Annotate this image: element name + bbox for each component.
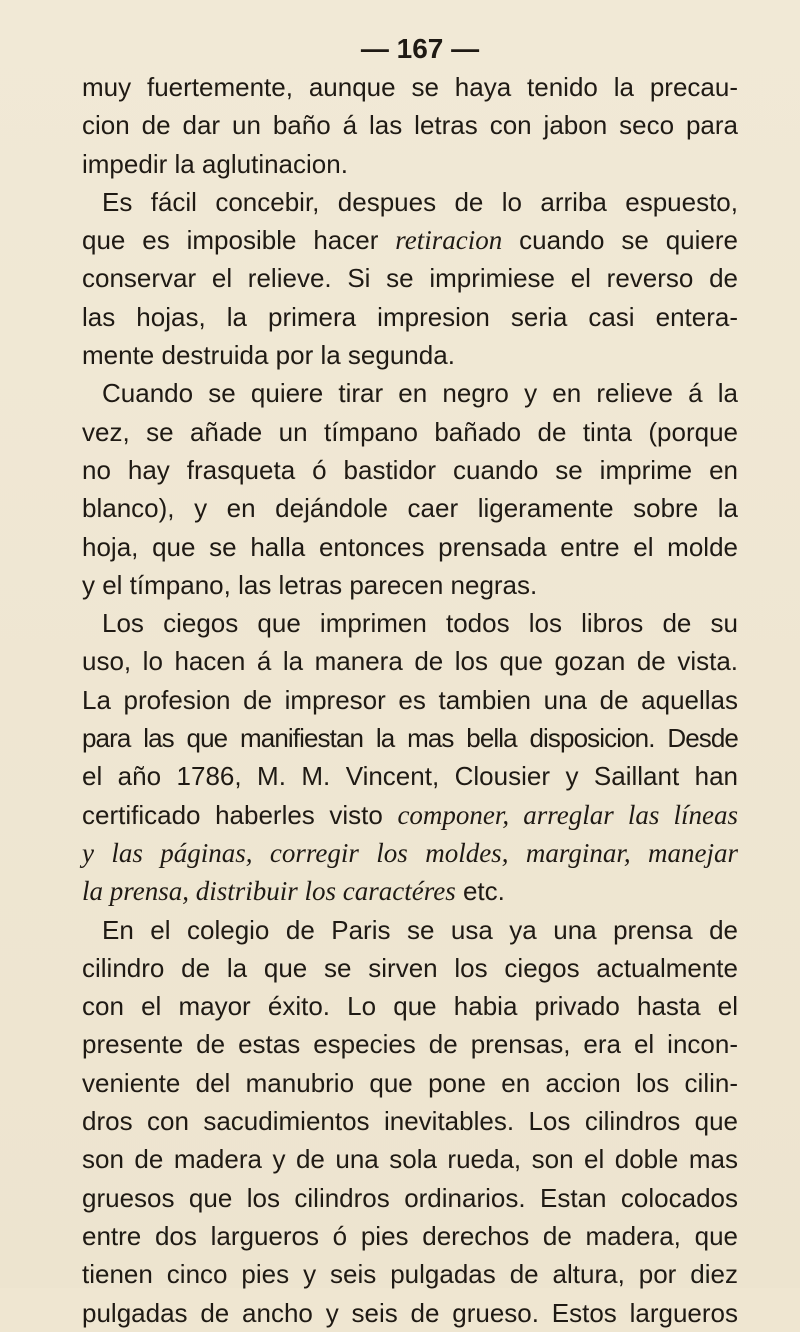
text-line: blanco), y en dejándole caer ligeramente sobre la bbox=[82, 493, 738, 524]
text-line: Cuando se quiere tirar en negro y en relieve á la bbox=[102, 378, 738, 409]
text-line: cion de dar un baño á las letras con jabon seco para bbox=[82, 110, 738, 141]
text-line: En el colegio de Paris se usa ya una prensa de bbox=[102, 914, 738, 945]
text-line: Los ciegos que imprimen todos los libros de su bbox=[102, 608, 738, 639]
italic-run: componer, arreglar las líneas bbox=[397, 799, 738, 830]
text-line: el año 1786, M. M. Vincent, Clousier y Saillant han bbox=[82, 761, 738, 792]
text-line: las hojas, la primera impresion seria casi entera- bbox=[82, 301, 738, 332]
text-line: pulgadas de ancho y seis de grueso. Estos largueros bbox=[82, 1297, 738, 1328]
text-line: gruesos que los cilindros ordinarios. Estan colocados bbox=[82, 1182, 738, 1213]
body-text bbox=[82, 68, 738, 1332]
italic-run: la prensa, distribuir los caractéres bbox=[82, 876, 456, 907]
italic-run: retiracion bbox=[395, 225, 503, 256]
text-line: veniente del manubrio que pone en accion los cilin- bbox=[82, 1067, 738, 1098]
italic-run: y las páginas, corregir los moldes, marginar, manejar bbox=[82, 837, 738, 868]
text-line: mente destruida por la segunda. bbox=[82, 340, 455, 371]
page-number: — 167 — bbox=[360, 33, 480, 64]
text-line bbox=[82, 796, 738, 834]
text-line: muy fuertemente, aunque se haya tenido la precau- bbox=[82, 72, 738, 102]
text-line: presente de estas especies de prensas, era el incon- bbox=[82, 1029, 738, 1060]
text-line bbox=[82, 221, 738, 259]
text-run: que es imposible hacer bbox=[82, 225, 396, 256]
text-line: no hay frasqueta ó bastidor cuando se imprime en bbox=[82, 454, 738, 485]
text-run: etc. bbox=[455, 876, 505, 907]
text-line: y el tímpano, las letras parecen negras. bbox=[82, 569, 538, 600]
text-line bbox=[82, 834, 738, 872]
text-line: para las que manifiestan la mas bella disposicion. Desde bbox=[82, 723, 738, 754]
text-line: cilindro de la que se sirven los ciegos actualmente bbox=[82, 952, 738, 983]
text-line: son de madera y de una sola rueda, son el doble mas bbox=[82, 1144, 738, 1175]
text-run: cuando se quiere bbox=[502, 225, 738, 256]
text-line: entre dos largueros ó pies derechos de madera, que bbox=[82, 1220, 738, 1251]
text-line: Es fácil concebir, despues de lo arriba espuesto, bbox=[102, 186, 738, 217]
text-line: vez, se añade un tímpano bañado de tinta (porque bbox=[82, 416, 738, 447]
text-line: conservar el relieve. Si se imprimiese el reverso de bbox=[82, 263, 738, 294]
text-line: impedir la aglutinacion. bbox=[82, 148, 348, 179]
text-run: certificado haberles visto bbox=[82, 799, 398, 830]
text-line: dros con sacudimientos inevitables. Los cilindros que bbox=[82, 1106, 738, 1137]
text-line: hoja, que se halla entonces prensada entre el molde bbox=[82, 531, 738, 562]
text-line: con el mayor éxito. Lo que habia privado hasta el bbox=[82, 991, 738, 1022]
text-line: uso, lo hacen á la manera de los que gozan de vista. bbox=[82, 646, 738, 677]
text-line: La profesion de impresor es tambien una de aquellas bbox=[82, 684, 738, 715]
text-line bbox=[82, 872, 738, 910]
text-line: tienen cinco pies y seis pulgadas de altura, por diez bbox=[82, 1259, 738, 1290]
